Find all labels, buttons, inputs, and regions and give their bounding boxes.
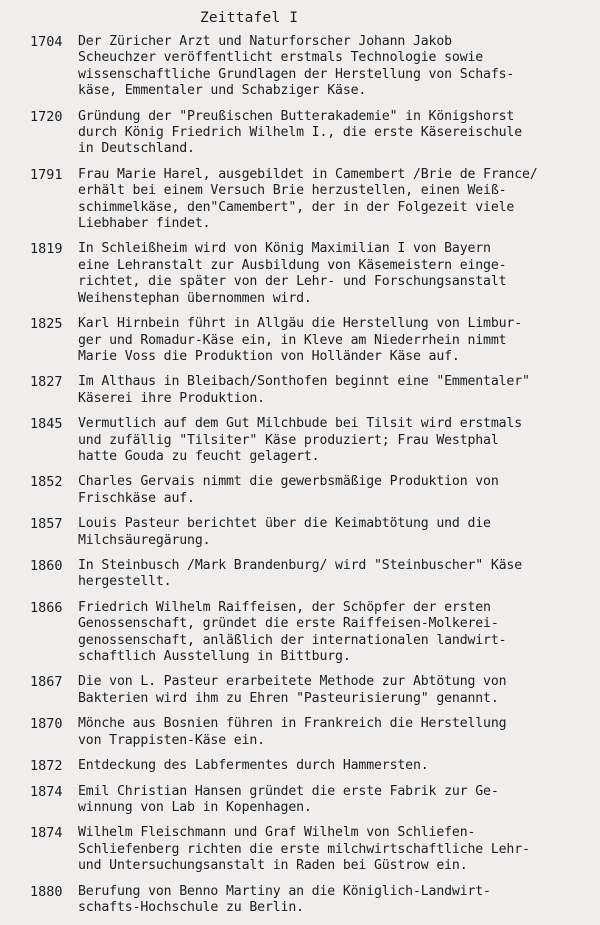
entry-text: Karl Hirnbein führt in Allgäu die Herstellung von Limbur- ger und Romadur-Käse ein, in Kleve am Niederrhein nimmt Marie Voss die Produktion von Holländer Käse auf. [78, 316, 523, 364]
entry-text: Emil Christian Hansen gründet die erste Fabrik zur Ge- winnung von Lab in Kopenhagen. [78, 783, 499, 815]
entry-year: 1704 [30, 34, 63, 50]
entry-year: 1874 [30, 825, 63, 842]
entry-text: In Steinbusch /Mark Brandenburg/ wird "Steinbuscher" Käse hergestellt. [78, 557, 523, 590]
entry-year: 1870 [30, 716, 63, 733]
timeline-entry [22, 600, 596, 666]
timeline-entry [22, 674, 596, 707]
entry-text: Charles Gervais nimmt die gewerbsmäßige Produktion von Frischkäse auf. [78, 474, 499, 506]
timeline-entry [22, 558, 596, 591]
timeline-entry [22, 374, 596, 407]
entry-text: In Schleißheim wird von König Maximilian I von Bayern eine Lehranstalt zur Ausbildung von Käsemeistern einge- richtet, die später von der Lehr- und Forschungsanstalt Weihenstephan übernommen wird. [78, 241, 507, 306]
entry-year: 1872 [30, 758, 63, 775]
entry-year: 1720 [30, 108, 63, 125]
entry-text: Friedrich Wilhelm Raiffeisen, der Schöpfer der ersten Genossenschaft, gründet die erste Raiffeisen-Molkerei- genossenschaft, anläßlich der internationalen landwirt- schaftlich Ausstellung in Bittburg. [78, 599, 507, 664]
timeline-entry [22, 516, 596, 549]
entry-year: 1874 [30, 783, 63, 800]
entry-year: 1860 [30, 557, 63, 574]
entry-text: Wilhelm Fleischmann und Graf Wilhelm von Schliefen- Schliefenberg richten die erste milchwirtschaftliche Lehr- und Untersuchungsanstalt in Raden bei Güstrow ein. [78, 825, 530, 874]
entry-year: 1867 [30, 674, 63, 691]
timeline-entry [22, 34, 596, 100]
entry-text: Frau Marie Harel, ausgebildet in Camembert /Brie de France/ erhält bei einem Versuch Brie herzustellen, einen Weiß- schimmelkäse, den"Camembert", der in der Folgezeit viele Liebhaber findet. [78, 166, 538, 232]
entry-text: Berufung von Benno Martiny an die Königlich-Landwirt- schafts-Hochschule zu Berlin. [78, 883, 491, 915]
entry-text: Im Althaus in Bleibach/Sonthofen beginnt eine "Emmentaler" Käserei ihre Produktion. [78, 374, 530, 406]
entry-year: 1880 [30, 883, 63, 900]
timeline-entry [22, 416, 596, 465]
timeline-entry [22, 758, 596, 775]
timeline-entry [22, 784, 596, 817]
entry-text: Gründung der "Preußischen Butterakademie" in Königshorst durch König Friedrich Wilhelm I., die erste Käsereischule in Deutschland. [78, 108, 523, 157]
entry-year: 1866 [30, 599, 63, 616]
entry-text: Der Züricher Arzt und Naturforscher Johann Jakob Scheuchzer veröffentlicht erstmals Technologie sowie wissenschaftliche Grundlagen der Herstellung von Schafs- käse, Emmentaler und Schabziger Käse. [78, 34, 515, 99]
entry-year: 1852 [30, 474, 63, 491]
timeline-entry [22, 167, 596, 233]
entry-year: 1827 [30, 374, 63, 391]
timeline-entry [22, 884, 596, 917]
timeline-entry [22, 316, 596, 365]
entry-year: 1857 [30, 516, 63, 533]
entry-text: Vermutlich auf dem Gut Milchbude bei Tilsit wird erstmals und zufällig "Tilsiter" Käse produziert; Frau Westphal hatte Gouda zu feucht gelagert. [78, 416, 523, 464]
timeline-entry [22, 474, 596, 507]
timeline-list [22, 34, 596, 925]
entry-text: Entdeckung des Labfermentes durch Hammersten. [78, 758, 429, 774]
entry-year: 1791 [30, 166, 63, 183]
timeline-entry [22, 241, 596, 307]
entry-year: 1845 [30, 416, 63, 433]
timeline-entry [22, 825, 596, 874]
entry-text: Die von L. Pasteur erarbeitete Methode zur Abtötung von Bakterien wird ihm zu Ehren "Pasteurisierung" genannt. [78, 674, 507, 706]
entry-text: Louis Pasteur berichtet über die Keimabtötung und die Milchsäuregärung. [78, 516, 491, 548]
page-title: Zeittafel I [200, 10, 299, 26]
entry-year: 1825 [30, 316, 63, 333]
timeline-entry [22, 109, 596, 158]
entry-year: 1819 [30, 241, 63, 258]
timeline-entry [22, 716, 596, 749]
entry-text: Mönche aus Bosnien führen in Frankreich die Herstellung von Trappisten-Käse ein. [78, 716, 507, 748]
